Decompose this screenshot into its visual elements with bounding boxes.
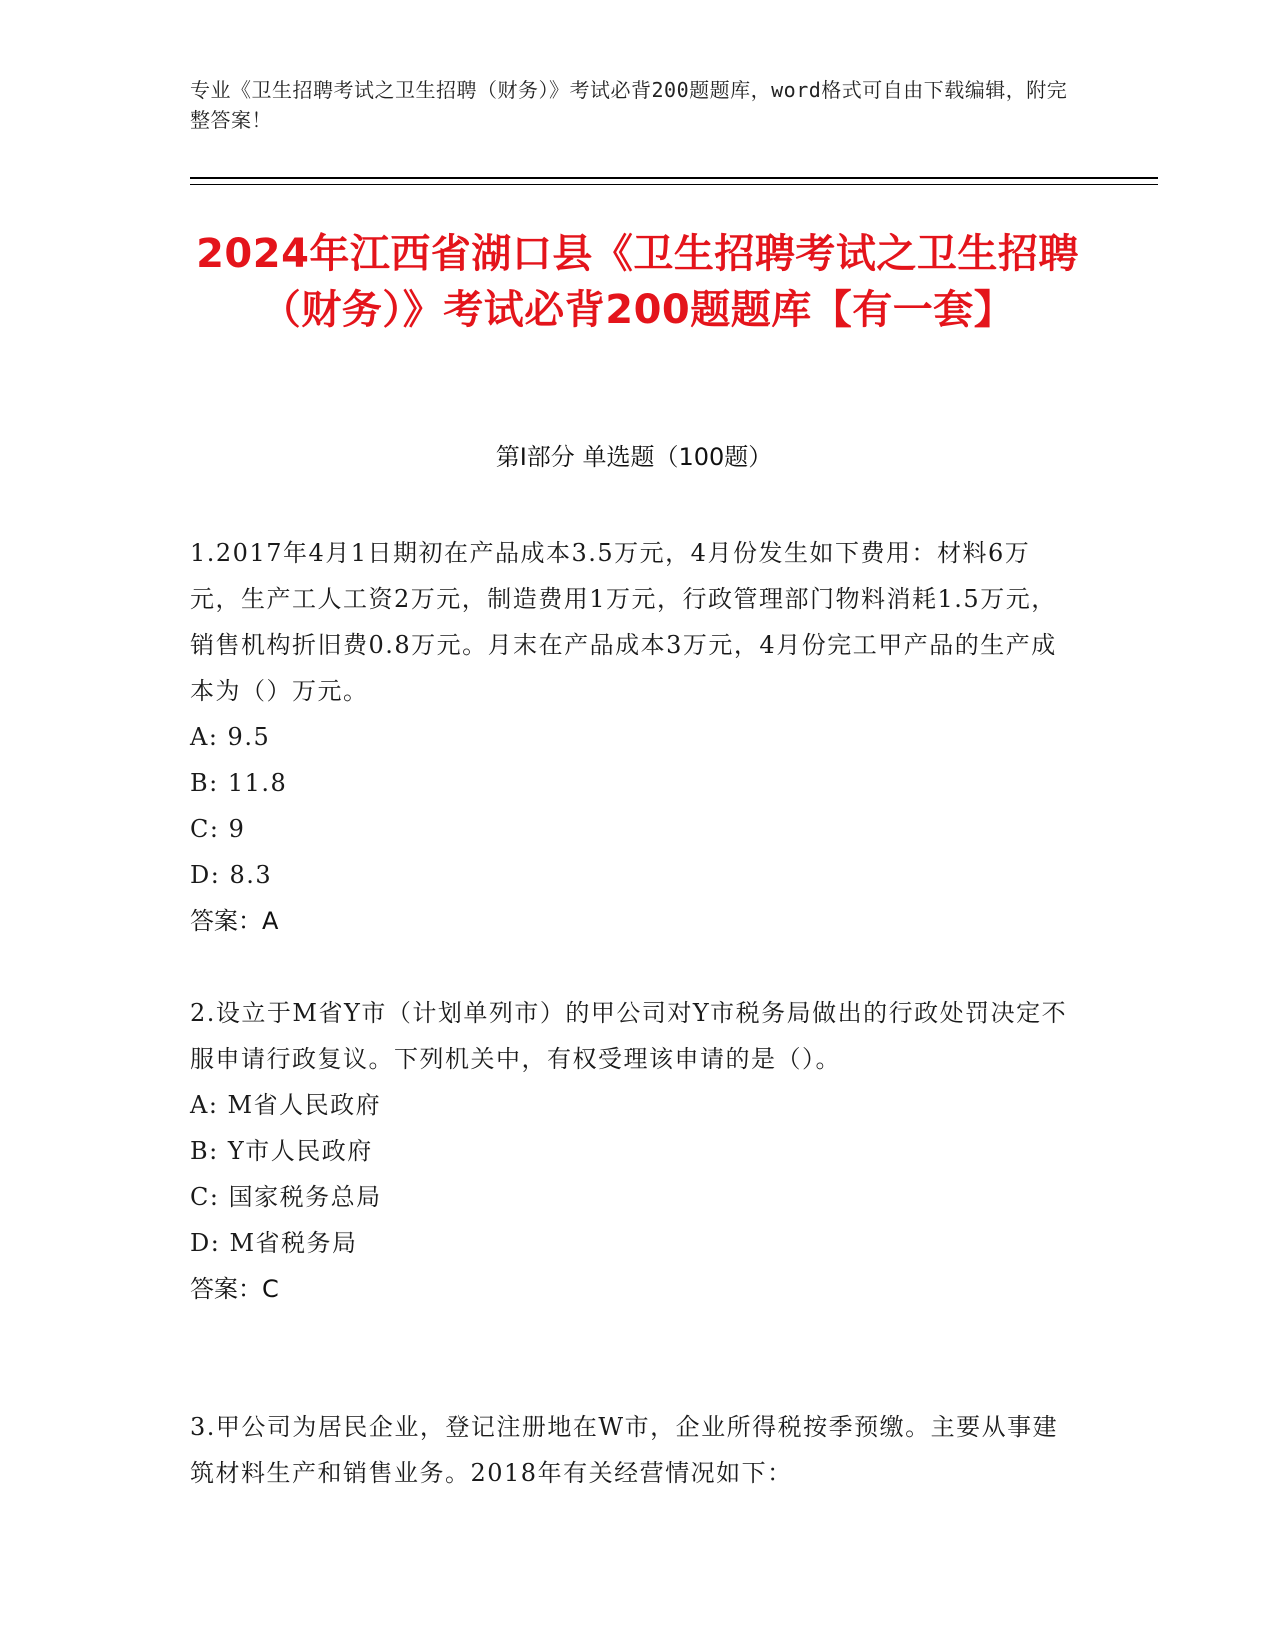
document-title: 2024年江西省湖口县《卫生招聘考试之卫生招聘（财务）》考试必背200题题库【有一套】 xyxy=(196,231,1079,333)
question-3 xyxy=(190,1404,1070,1496)
option-c: C: 国家税务总局 xyxy=(190,1183,382,1211)
header-divider-thick xyxy=(190,177,1158,179)
answer: 答案：A xyxy=(190,907,279,935)
answer: 答案：C xyxy=(190,1275,279,1303)
option-a: A: 9.5 xyxy=(190,723,271,751)
header-note: 专业《卫生招聘考试之卫生招聘（财务）》考试必背200题题库，word格式可自由下载编辑，附完整答案！ xyxy=(190,78,1068,132)
question-1 xyxy=(190,530,1070,944)
option-c: C: 9 xyxy=(190,815,246,843)
header-divider-thin xyxy=(190,184,1158,185)
option-d: D: M省税务局 xyxy=(190,1229,358,1257)
option-b: B: 11.8 xyxy=(190,769,288,797)
option-b: B: Y市人民政府 xyxy=(190,1137,373,1165)
question-text: 3.甲公司为居民企业，登记注册地在W市，企业所得税按季预缴。主要从事建筑材料生产和销售业务。2018年有关经营情况如下： xyxy=(190,1413,1059,1487)
option-d: D: 8.3 xyxy=(190,861,273,889)
section-heading: 第I部分 单选题（100题） xyxy=(495,443,773,471)
question-text: 2.设立于M省Y市（计划单列市）的甲公司对Y市税务局做出的行政处罚决定不服申请行政复议。下列机关中，有权受理该申请的是（）。 xyxy=(190,999,1068,1073)
question-text: 1.2017年4月1日期初在产品成本3.5万元，4月份发生如下费用：材料6万元，生产工人工资2万元，制造费用1万元，行政管理部门物料消耗1.5万元，销售机构折旧费0.8万元。月末在产品成本3万元，4月份完工甲产品的生产成本为（）万元。 xyxy=(190,539,1057,705)
option-a: A: M省人民政府 xyxy=(190,1091,382,1119)
question-2 xyxy=(190,990,1070,1312)
